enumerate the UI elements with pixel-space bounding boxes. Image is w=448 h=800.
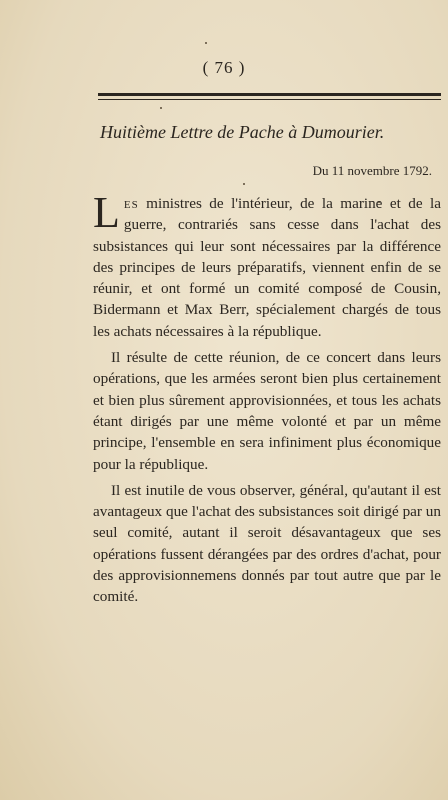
letter-heading: Huitième Lettre de Pache à Dumourier. (100, 122, 385, 142)
lead-in: es (123, 195, 139, 212)
paragraph-3: Il est inutile de vous observer, général, qu'autant il est avantageux que l'achat des subsistances soit dirigé par un seul comité, autant il seroit désavantageux que ses opérations fussent dérangées par des ordres d'achat, pour des approvisionnemens donnés par tout autre que par le comité. (93, 481, 441, 606)
paragraph-1 (93, 188, 441, 342)
letter-date: Du 11 novembre 1792. (312, 163, 432, 178)
header-rule-thick (98, 93, 441, 96)
letter-body (93, 188, 441, 613)
paragraph-2: Il résulte de cette réunion, de ce concert dans leurs opérations, que les armées seront bien plus certainement et bien plus sûrement approvisionnées, et tous les achats étant dirigés par une même volonté et par un même principe, l'ensemble en sera infiniment plus économique pour la république. (93, 349, 441, 473)
paper-speck (160, 107, 162, 109)
paper-speck (205, 42, 207, 44)
paper-speck (243, 183, 245, 185)
header-rule-thin (98, 99, 441, 100)
paragraph-text: ministres de l'intérieur, de la marine et de la guerre, contrariés sans cesse dans l'achat des subsistances qui leur sont nécessaires par la différence des principes de leurs préparatifs, viennent enfin de se réunir, et ont formé un comité composé de Cousin, Bidermann et Max Berr, spécialement chargés de tous les achats nécessaires à la république. (93, 195, 441, 340)
page-number: ( 76 ) (202, 58, 246, 77)
drop-cap: L (93, 188, 120, 237)
